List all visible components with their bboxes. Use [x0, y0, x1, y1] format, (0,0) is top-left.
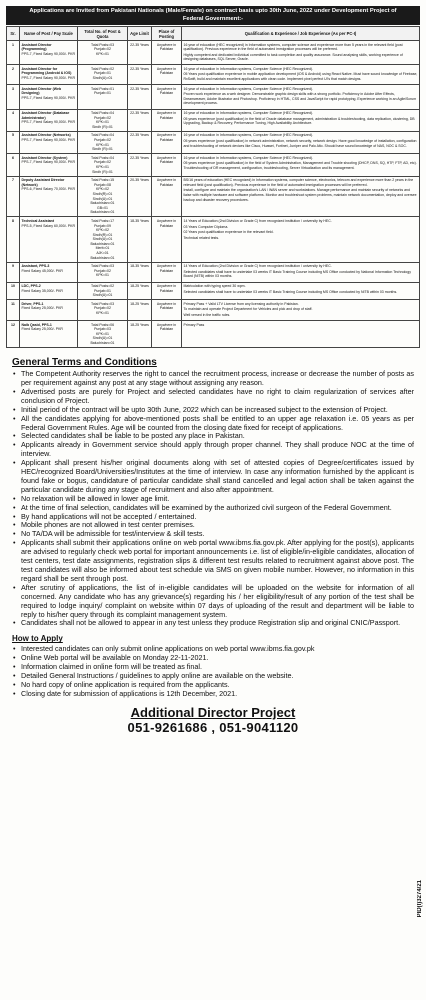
col-header-post: Name of Post / Pay Scale: [20, 27, 78, 41]
table-header-row: [7, 27, 420, 41]
row-post-name: [20, 282, 78, 300]
row-post-name: [20, 154, 78, 176]
row-serial: 5: [7, 131, 20, 153]
post-pay-scale: PPS-7, Fixed Salary 90,000/- PKR: [21, 95, 75, 100]
post-pay-scale: PPS-7, Fixed Salary 90,000/- PKR: [21, 120, 75, 125]
header-line-2: Federal Government:-: [182, 15, 244, 22]
how-to-apply-item: • Detailed General Instructions / guidelines to apply online are available on the website.: [12, 672, 414, 681]
row-post-name: [20, 300, 78, 321]
how-to-apply-item: • Information claimed in online form will be treated as final.: [12, 663, 414, 672]
terms-item: • After scrutiny of applications, the list of in-eligible candidates will be uploaded on the website for information of all concerned. Any candidate who has any grievance(s) regarding his / her eligibility/result of any portion of the test shall be required to lodge inquiry/ complaint on website within 07 days of uploading of the result and department will be liable to reply to his/her query through its complaint management system.: [12, 584, 414, 620]
row-post-name: [20, 262, 78, 282]
row-age-limit: 22-35 Years: [128, 131, 152, 153]
row-qualification: [182, 131, 420, 153]
qualification-item: 16 year of education in Information systems, Computer Science (HEC Recognized).: [183, 133, 314, 138]
row-qualification: [182, 282, 420, 300]
table-row: [7, 176, 420, 217]
row-qualification: [182, 300, 420, 321]
how-to-apply-item: • Closing date for submission of applications is 12th December, 2021.: [12, 690, 414, 699]
how-to-apply-item: • No hard copy of online application is required from the applicants.: [12, 681, 414, 690]
row-post-name: [20, 41, 78, 65]
row-place-of-posting: Anywhere in Pakistan: [152, 109, 182, 131]
row-age-limit: 18-25 Years: [128, 282, 152, 300]
qualification-item: Technical related tests.: [183, 235, 220, 240]
terms-item: • No TA/DA will be admissible for test/interview & skill tests.: [12, 530, 414, 539]
row-serial: 12: [7, 321, 20, 348]
row-place-of-posting: Anywhere in Pakistan: [152, 154, 182, 176]
qualification-item: 05 years experience (post qualification) in the field of Oracle database management, administration & troubleshooting, data replication, clustering, DB Upgrading, Backup & Recovery, Performance Tuning, High Availability Architecture.: [183, 116, 415, 126]
post-title: LDC, PPS-2: [21, 284, 41, 289]
row-place-of-posting: Anywhere in Pakistan: [152, 85, 182, 109]
table-row: [7, 282, 420, 300]
post-title: Assistant Director (Networks): [21, 133, 71, 138]
row-serial: 3: [7, 85, 20, 109]
row-serial: 7: [7, 176, 20, 217]
row-serial: 9: [7, 262, 20, 282]
col-header-sr: Sr.: [7, 27, 20, 41]
qualification-item: 16 year of education in Information systems, Computer Science (HEC Recognized).: [183, 155, 314, 160]
row-serial: 8: [7, 217, 20, 262]
qualification-item: Matriculation with typing speed 30 wpm.: [183, 284, 246, 289]
terms-item: • Candidates shall not be allowed to appear in any test unless they produce Registration slip and original CNIC/Passport.: [12, 619, 414, 628]
terms-item: • Mobile phones are not allowed in test center premises.: [12, 521, 414, 530]
row-post-name: [20, 321, 78, 348]
row-place-of-posting: Anywhere in Pakistan: [152, 65, 182, 85]
terms-item: • The Competent Authority reserves the right to cancel the recruitment process, increase or decrease the number of posts as per requirement against any post at any stage without assigning any reason.: [12, 370, 414, 388]
row-serial: 6: [7, 154, 20, 176]
table-row: [7, 85, 420, 109]
table-row: [7, 154, 420, 176]
col-header-age: Age Limit: [128, 27, 152, 41]
qualification-item: Primary Pass + Valid LTV License from any licensing authority in Pakistan.: [183, 301, 299, 306]
post-pay-scale: Fixed Salary 25,000/- PKR: [21, 327, 63, 332]
row-qualification: [182, 217, 420, 262]
terms-item: • Applicant shall present his/her original documents along with set of attested copies of Degree/certificates issued by HEC/recognized Board/Universities/Institutes at the time of interview. In case any information furnished by the applicant is found fake or bogus, candidature of particular candidate shall stand cancelled and legal action shall be taken against the particular candidate during any stage of recruitment and also after appointment.: [12, 459, 414, 495]
col-header-place: Place of Posting: [152, 27, 182, 41]
qualification-item: 16 year of education in Information systems, Computer Science (HEC Recognized).: [183, 66, 314, 71]
row-serial: 10: [7, 282, 20, 300]
row-qualification: [182, 176, 420, 217]
row-place-of-posting: Anywhere in Pakistan: [152, 300, 182, 321]
footer-phones: 051-9261686 , 051-9041120: [127, 719, 299, 735]
post-title: Assistant, PPS-3: [21, 264, 50, 269]
terms-item: • Advertised posts are purely for Project and selected candidates have no right to claim regularization of services after conclusion of Project.: [12, 388, 414, 406]
qualification-item: Proven work experience as a web designer. Demonstrable graphic design skills with a strong portfolio. Proficiency in Adobe After Effects, Dreamweaver, Adobe Illustrator and Photoshop. Proficiency in HTML, CSS and JavaScript for rapid prototyping. Experience working in an Agile/Scrum development process.: [183, 92, 417, 106]
posts-table: [6, 26, 420, 348]
qualification-item: 16 year of education in Information systems, Computer Science (HEC Recognized).: [183, 111, 314, 116]
row-age-limit: 22-35 Years: [128, 85, 152, 109]
col-header-quota: Total No. of Post & Quota: [78, 27, 128, 41]
col-header-qualification: Qualification & Experience / Job Experience (As per PC-I): [182, 27, 420, 41]
row-age-limit: 22-35 Years: [128, 41, 152, 65]
row-place-of-posting: Anywhere in Pakistan: [152, 282, 182, 300]
row-qualification: [182, 85, 420, 109]
table-row: [7, 262, 420, 282]
post-title: Naib Qasid, PPS-1: [21, 322, 52, 327]
posts-table-body: [7, 41, 420, 348]
qualification-item: 02 Years post qualification experience in the relevant field.: [183, 230, 274, 235]
table-row: [7, 65, 420, 85]
row-age-limit: 18-35 Years: [128, 262, 152, 282]
advertisement-header: [6, 6, 420, 25]
post-pay-scale: PPS-5, Fixed Salary 60,000/- PKR: [21, 223, 75, 228]
post-title: Driver, PPS-1: [21, 301, 44, 306]
row-age-limit: 20-35 Years: [128, 176, 152, 217]
how-to-apply-list: [12, 645, 414, 698]
header-line-1: Applications are Invited from Pakistani Nationals (Male/Female) on contract basis upto 30th June, 2022 under Development Project of: [29, 8, 397, 14]
row-post-quota: Total Posts=15 Punjab=08 KPK=02 Sindh(R)=01 Sindh(U)=01 Baluchistan=01 GB=01 Baluchistan=01: [78, 176, 128, 217]
post-title: Technical Assistant: [21, 218, 54, 223]
row-post-quota: Total Posts=03 Punjab=02 KPK=01: [78, 262, 128, 282]
row-serial: 4: [7, 109, 20, 131]
row-post-quota: Total Posts=04 Punjab=02 KPK=01 Sindh (R)=01: [78, 131, 128, 153]
post-title: Assistant Director (Programming): [21, 42, 52, 52]
row-place-of-posting: Anywhere in Pakistan: [152, 131, 182, 153]
post-title: Assistant Director (Database Administrator): [21, 111, 70, 120]
qualification-item: To maintain and operate Project Department for Vehicles and pick and drop of staff.: [183, 307, 313, 312]
row-age-limit: 22-35 Years: [128, 154, 152, 176]
row-qualification: [182, 321, 420, 348]
row-qualification: [182, 262, 420, 282]
qualification-item: 05 years experience (post qualification) in the field of System Administration, Management and Trouble shooting (DHCP, DNS, SQ, HTP, FTP, AD, etc). Troubleshooting of DR management, configuration, troubleshooting, Server Virtualization and its management.: [183, 161, 417, 170]
row-post-quota: Total Posts=03 Punjab=02 KPK=01: [78, 300, 128, 321]
row-post-name: [20, 65, 78, 85]
row-post-quota: Total Posts=04 Punjab=02 KPK=01 Sindh (R)=01: [78, 154, 128, 176]
row-place-of-posting: Anywhere in Pakistan: [152, 217, 182, 262]
how-to-apply-item: • Online Web portal will be available on Monday 22-11-2021.: [12, 654, 414, 663]
qualification-item: Well versed in the traffic rules.: [183, 313, 231, 317]
post-pay-scale: PPS-7, Fixed Salary 90,000/- PKR: [21, 51, 75, 56]
post-title: Assistant Director for Programming (Android & IOS): [21, 66, 72, 76]
qualification-item: BS/16 years of education (HEC recognized) in Information systems, computer science, electronics, telecom and experience more than 2 years in the relevant field (post qualification). Previous experience in the field of automated immigration processes will be preferred.: [183, 178, 414, 187]
row-post-quota: Total Posts=17 Punjab=09 KPK=02 Sindh(R)=01 Sindh(U)=01 Baluchistan=01 Merit=01 AJK=01 Baluchistan=01: [78, 217, 128, 262]
qualification-item: 05 years experience (post qualification) in network administration, network security, network design. Have good knowledge of installation, configuration and troubleshooting of network devices like Cisco, Huawei, Fortinet, Juniper and Palo Alto. Should have sound knowledge of NAS, NOC & SOC.: [183, 139, 417, 148]
qualification-item: 14 Years of Education (2nd Division or Grade C) from recognized institution / university by HEC.: [183, 264, 332, 269]
row-age-limit: 18-25 Years: [128, 321, 152, 348]
row-post-name: [20, 217, 78, 262]
post-pay-scale: Fixed Salary 25,000/- PKR: [21, 306, 63, 311]
terms-item: • Selected candidates shall be liable to be posted any place in Pakistan.: [12, 432, 414, 441]
terms-item: • By hand applications will not be accepted / entertained.: [12, 513, 414, 522]
row-serial: 11: [7, 300, 20, 321]
row-qualification: [182, 65, 420, 85]
post-pay-scale: PPS-7, Fixed Salary 90,000/- PKR: [21, 76, 75, 81]
table-row: [7, 109, 420, 131]
table-row: [7, 41, 420, 65]
row-age-limit: 22-35 Years: [128, 65, 152, 85]
row-place-of-posting: Anywhere in Pakistan: [152, 176, 182, 217]
post-title: Assistant Director (Web Designing): [21, 86, 62, 96]
row-post-name: [20, 85, 78, 109]
table-row: [7, 217, 420, 262]
terms-title: General Terms and Conditions: [12, 357, 157, 369]
post-pay-scale: PPS-7, Fixed Salary 90,000/- PKR: [21, 160, 75, 165]
row-post-quota: Total Posts=06 Punjab=03 KPK=01 Sindh(U)=01 Baluchistan=01: [78, 321, 128, 348]
row-serial: 2: [7, 65, 20, 85]
table-row: [7, 321, 420, 348]
how-to-apply-title: How to Apply: [12, 634, 63, 644]
row-qualification: [182, 41, 420, 65]
terms-item: • Applicants already in Government service should apply through proper channel. They shall produce NOC at the time of interview.: [12, 441, 414, 459]
terms-section: [6, 348, 420, 736]
qualification-item: 14 Years of Education (2nd Division or Grade C) from recognized institution / university by HEC.: [183, 218, 332, 223]
row-serial: 1: [7, 41, 20, 65]
terms-list: [12, 370, 414, 628]
qualification-item: Primary Pass: [183, 322, 205, 327]
qualification-item: 16 year of education (HEC recognized) in Information systems, computer science and experience more than 5 years in the relevant field (post qualification). Previous experience in the field of automated immigration processes will be preferred.: [183, 42, 403, 52]
row-post-quota: Total Posts=02 Punjab=01 Sindh(U)=01: [78, 65, 128, 85]
row-age-limit: 18-25 Years: [128, 300, 152, 321]
qualification-item: Selected candidates shall have to undertake 03 weeks IT Basic Training Course including MS Office conducted by NITB within 03 months.: [183, 289, 398, 294]
footer-office: Additional Director Project: [130, 704, 296, 720]
row-place-of-posting: Anywhere in Pakistan: [152, 262, 182, 282]
post-title: Assistant Director (System): [21, 155, 68, 160]
table-row: [7, 300, 420, 321]
qualification-item: Install, configure and maintain the organization's LAN / WAN server and workstations. Manage performance and maintain security of networks and liaise with multiple hardware and software platforms. Monitor and troubleshoot system problems, maintain network documentation, deploy and oversee backup and disaster recovery procedures.: [183, 188, 417, 202]
row-place-of-posting: Anywhere in Pakistan: [152, 41, 182, 65]
terms-item: • At the time of final selection, candidates will be examined by the authorized civil surgeon of the Federal Government.: [12, 504, 414, 513]
pid-number: PID(I)3274/21: [417, 880, 423, 918]
row-qualification: [182, 154, 420, 176]
row-age-limit: 22-35 Years: [128, 109, 152, 131]
table-row: [7, 131, 420, 153]
qualification-item: Highly competent and dedicated individual committed to task completion and quality assurance. Sound analysing skills, working experience of designing databases, SQL Server, Oracle.: [183, 52, 403, 62]
row-post-quota: Total Posts=04 Punjab=02 KPK=01 Sindh (R)=01: [78, 109, 128, 131]
qualification-item: 03 Years Computer Diploma.: [183, 224, 229, 229]
row-post-name: [20, 131, 78, 153]
post-pay-scale: Fixed Salary 35,000/- PKR: [21, 288, 63, 293]
row-post-quota: Total Posts=02 Punjab=01 Sindh(U)=01: [78, 282, 128, 300]
row-qualification: [182, 109, 420, 131]
terms-item: • Applicants shall submit their applications online on web portal www.ibms.fia.gov.pk. After applying for the post(s), applicants are advised to regularly check web portal for important announcements i.e. list of eligible/in-eligible candidates, allocation of test centers, test date assignments, registration slips & different test results related to recruitment against above post. The test candidates will also be informed about test schedule via SMS on given mobile number. However, no information in this regard shall be sent through post.: [12, 539, 414, 584]
row-post-name: [20, 176, 78, 217]
terms-item: • All the candidates applying for above-mentioned posts shall be entitled to an upper age relaxation i.e. 05 years as per Federal Government Rules. Age will be counted from the closing date fixed for receipt of applications.: [12, 415, 414, 433]
row-post-quota: Total Posts=03 Punjab=02 KPK=01: [78, 41, 128, 65]
row-age-limit: 18-35 Years: [128, 217, 152, 262]
post-pay-scale: PPS-6, Fixed Salary 70,000/- PKR: [21, 187, 75, 192]
row-place-of-posting: Anywhere in Pakistan: [152, 321, 182, 348]
row-post-quota: Total Posts=01 Punjab=01: [78, 85, 128, 109]
footer: [12, 705, 414, 736]
how-to-apply-item: • Interested candidates can only submit online applications on web portal www.ibms.fia.gov.pk: [12, 645, 414, 654]
terms-item: • Initial period of the contract will be upto 30th June, 2022 which can be increased subject to the extension of Project.: [12, 406, 414, 415]
qualification-item: 16 year of education in Information systems, Computer Science (HEC Recognized).: [183, 86, 314, 91]
post-title: Deputy Assistant Director (Network): [21, 178, 65, 187]
terms-item: • No relaxation will be allowed in lower age limit.: [12, 495, 414, 504]
post-pay-scale: PPS-7, Fixed Salary 90,000/- PKR: [21, 138, 75, 142]
qualification-item: 05 Years post qualification experience in mobile application development (iOS & Android) using React Native. Must have sound knowledge of Firebase, RxSwift, build and maintain excellent applications with clean code. Implement pixel perfect UI's that match designs.: [183, 72, 418, 82]
row-post-name: [20, 109, 78, 131]
qualification-item: Selected candidates shall have to undertake 03 weeks IT Basic Training Course including MS Office conducted by National Information Technology Board (NITB) within 03 months.: [183, 269, 411, 279]
post-pay-scale: Fixed Salary 45,000/- PKR: [21, 268, 63, 273]
